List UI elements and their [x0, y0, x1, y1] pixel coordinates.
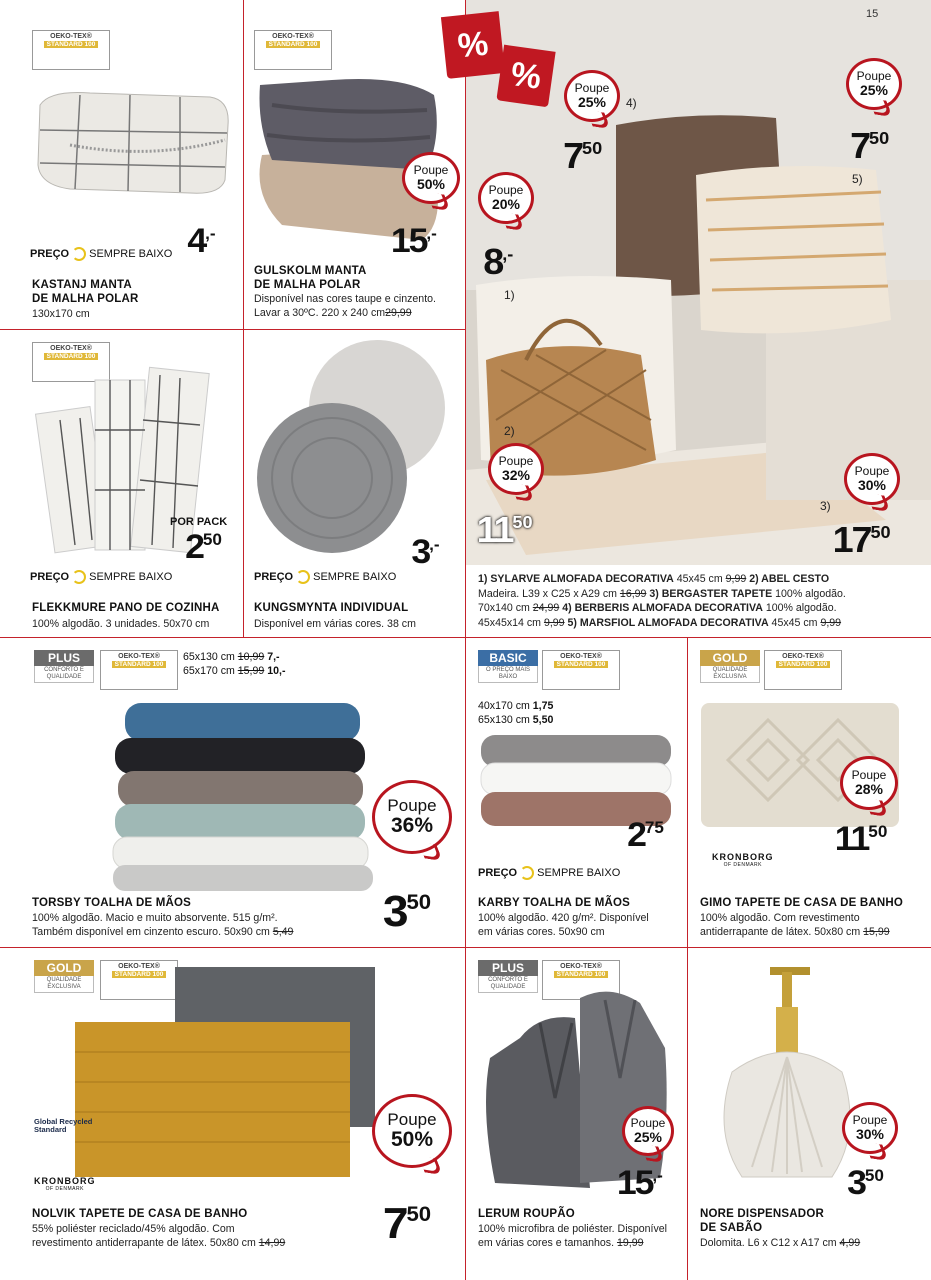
product-name: GULSKOLM MANTA DE MALHA POLAR: [254, 265, 367, 291]
discount-bubble: Poupe 25%: [846, 58, 902, 110]
size-prices: 40x170 cm 1,75 65x130 cm 5,50: [478, 700, 554, 726]
product-lerum[interactable]: [466, 948, 687, 1280]
kronborg-logo: KRONBORG OF DENMARK: [34, 1176, 96, 1192]
price: $2^{50}$: [185, 528, 222, 566]
discount-bubble: Poupe 20%: [478, 172, 534, 224]
product-desc: 130x170 cm: [32, 308, 90, 320]
soap-dispenser-image: [712, 962, 862, 1192]
preco-sempre-baixo-logo: PREÇO SEMPRE BAIXO: [254, 571, 397, 583]
price: 4,-: [187, 222, 216, 260]
product-nolvik[interactable]: [0, 948, 465, 1280]
item-number: 4): [626, 96, 637, 110]
hand-towels-image: [476, 730, 676, 830]
product-name: KARBY TOALHA DE MÃOS: [478, 897, 631, 909]
price: $7^{50}$: [563, 135, 603, 176]
price: 8,-: [483, 241, 514, 282]
price: 15,-: [616, 1164, 663, 1202]
price: $3^{50}$: [847, 1164, 884, 1202]
price: 3,-: [411, 533, 440, 571]
preco-sempre-baixo-logo: PREÇO SEMPRE BAIXO: [30, 248, 173, 260]
oeko-tex-badge: OEKO-TEX® STANDARD 100: [764, 650, 842, 690]
price: $7^{50}$: [382, 1199, 432, 1248]
discount-bubble: Poupe 25%: [622, 1106, 674, 1156]
product-torsby[interactable]: [0, 638, 465, 947]
bath-mats-image: [70, 962, 390, 1182]
oeko-tex-badge: OEKO-TEX® STANDARD 100: [100, 650, 178, 690]
product-name: LERUM ROUPÃO: [478, 1208, 575, 1220]
product-kungsmynta[interactable]: [244, 330, 465, 637]
product-name: KASTANJ MANTA DE MALHA POLAR: [32, 279, 139, 305]
product-desc: Dolomita. L6 x C12 x A17 cm 4,99: [700, 1237, 861, 1249]
blanket-image: [30, 85, 235, 200]
product-desc: 100% microfibra de poliéster. Disponível em várias cores e tamanhos. 19,99: [478, 1223, 668, 1249]
product-desc: 100% algodão. Macio e muito absorvente. 515 g/m². Também disponível em cinzento escuro. 50x90 cm 5,49: [32, 912, 294, 938]
price: $11^{50}$: [476, 509, 533, 550]
percent-tag: %: [441, 11, 505, 79]
discount-bubble: Poupe 30%: [842, 1102, 898, 1154]
product-desc: 55% poliéster reciclado/45% algodão. Com revestimento antiderrapante de látex. 50x80 cm 14,99: [32, 1223, 286, 1249]
price: $2^{75}$: [627, 816, 664, 854]
item-number: 1): [504, 288, 515, 302]
product-karby[interactable]: [466, 638, 687, 947]
gold-tier-badge: GOLD QUALIDADE EXCLUSIVA: [700, 650, 760, 690]
product-desc: 100% algodão. 420 g/m². Disponível em várias cores. 50x90 cm: [478, 912, 649, 938]
discount-bubble: Poupe 50%: [372, 1094, 452, 1168]
product-nore[interactable]: [688, 948, 931, 1280]
oeko-tex-badge: OEKO-TEX® STANDARD 100: [254, 30, 332, 70]
preco-sempre-baixo-logo: PREÇO SEMPRE BAIXO: [30, 571, 173, 583]
plus-tier-badge: PLUS CONFORTO E QUALIDADE: [478, 960, 538, 1000]
basic-tier-badge: BASIC O PREÇO MAIS BAIXO: [478, 650, 538, 690]
product-name: NORE DISPENSADOR DE SABÃO: [700, 1208, 824, 1234]
oeko-tex-badge: OEKO-TEX® STANDARD 100: [32, 30, 110, 70]
product-gulskolm[interactable]: [244, 0, 465, 329]
discount-bubble: Poupe 32%: [488, 443, 544, 495]
price: $7^{50}$: [850, 125, 890, 166]
product-desc: Disponível nas cores taupe e cinzento. Lavar a 30ºC. 220 x 240 cm29,99: [254, 293, 436, 319]
oeko-tex-badge: OEKO-TEX® STANDARD 100: [542, 650, 620, 690]
oeko-tex-badge: OEKO-TEX® STANDARD 100: [100, 960, 178, 1000]
kronborg-logo: KRONBORG OF DENMARK: [712, 852, 774, 868]
preco-sempre-baixo-logo: PREÇO SEMPRE BAIXO: [478, 867, 621, 879]
bathrobes-image: [480, 978, 670, 1193]
product-desc: Disponível em várias cores. 38 cm: [254, 618, 416, 630]
size-prices: 65x130 cm 10,99 7,- 65x170 cm 15,99 10,-: [183, 651, 286, 677]
page-number: 15: [866, 8, 879, 20]
product-desc: 100% algodão. Com revestimento antiderrapante de látex. 50x80 cm 15,99: [700, 912, 890, 938]
product-name: NOLVIK TAPETE DE CASA DE BANHO: [32, 1208, 248, 1220]
product-desc: 100% algodão. 3 unidades. 50x70 cm: [32, 618, 210, 630]
global-recycled-standard-logo: Global Recycled Standard: [34, 1117, 93, 1134]
placemats-image: [252, 338, 452, 558]
price: $11^{50}$: [834, 820, 888, 858]
price: 15,-: [390, 222, 437, 260]
plus-tier-badge: PLUS CONFORTO E QUALIDADE: [34, 650, 94, 690]
discount-bubble: Poupe 30%: [844, 453, 900, 505]
product-name: TORSBY TOALHA DE MÃOS: [32, 897, 192, 909]
product-name: FLEKKMURE PANO DE COZINHA: [32, 602, 220, 614]
percent-tag: %: [496, 45, 555, 108]
hero-caption: 1) SYLARVE ALMOFADA DECORATIVA 45x45 cm 9,99 2) ABEL CESTO Madeira. L39 x C25 x A29 cm 16,99 3) BERGASTER TAPETE 100% algodão. 70x140 cm 24,99 4) BERBERIS ALMOFADA DECORATIVA 100% algodão. 45x45x14 cm 9,99 5) MARSFIOL ALMOFADA DECORATIVA 45x45 cm 9,99: [478, 573, 846, 629]
discount-bubble: Poupe 50%: [402, 152, 460, 204]
gold-tier-badge: GOLD QUALIDADE EXCLUSIVA: [34, 960, 94, 1000]
product-name: KUNGSMYNTA INDIVIDUAL: [254, 602, 409, 614]
hero-cushions[interactable]: [455, 0, 931, 637]
price: $17^{50}$: [832, 519, 891, 560]
discount-bubble: Poupe 28%: [840, 756, 898, 810]
oeko-tex-badge: OEKO-TEX® STANDARD 100: [542, 960, 620, 1000]
item-number: 2): [504, 424, 515, 438]
product-flekkmure[interactable]: [0, 330, 243, 637]
item-number: 5): [852, 172, 863, 186]
item-number: 3): [820, 499, 831, 513]
towel-stack-image: [110, 693, 380, 893]
discount-bubble: Poupe 25%: [564, 70, 620, 122]
por-pack-label: POR PACK: [170, 516, 228, 528]
product-name: GIMO TAPETE DE CASA DE BANHO: [700, 897, 904, 909]
product-kastanj[interactable]: [0, 0, 243, 329]
oeko-tex-badge: OEKO-TEX® STANDARD 100: [32, 342, 110, 382]
discount-bubble: Poupe 36%: [372, 780, 452, 854]
product-gimo[interactable]: [688, 638, 931, 947]
price: $3^{50}$: [382, 887, 432, 936]
